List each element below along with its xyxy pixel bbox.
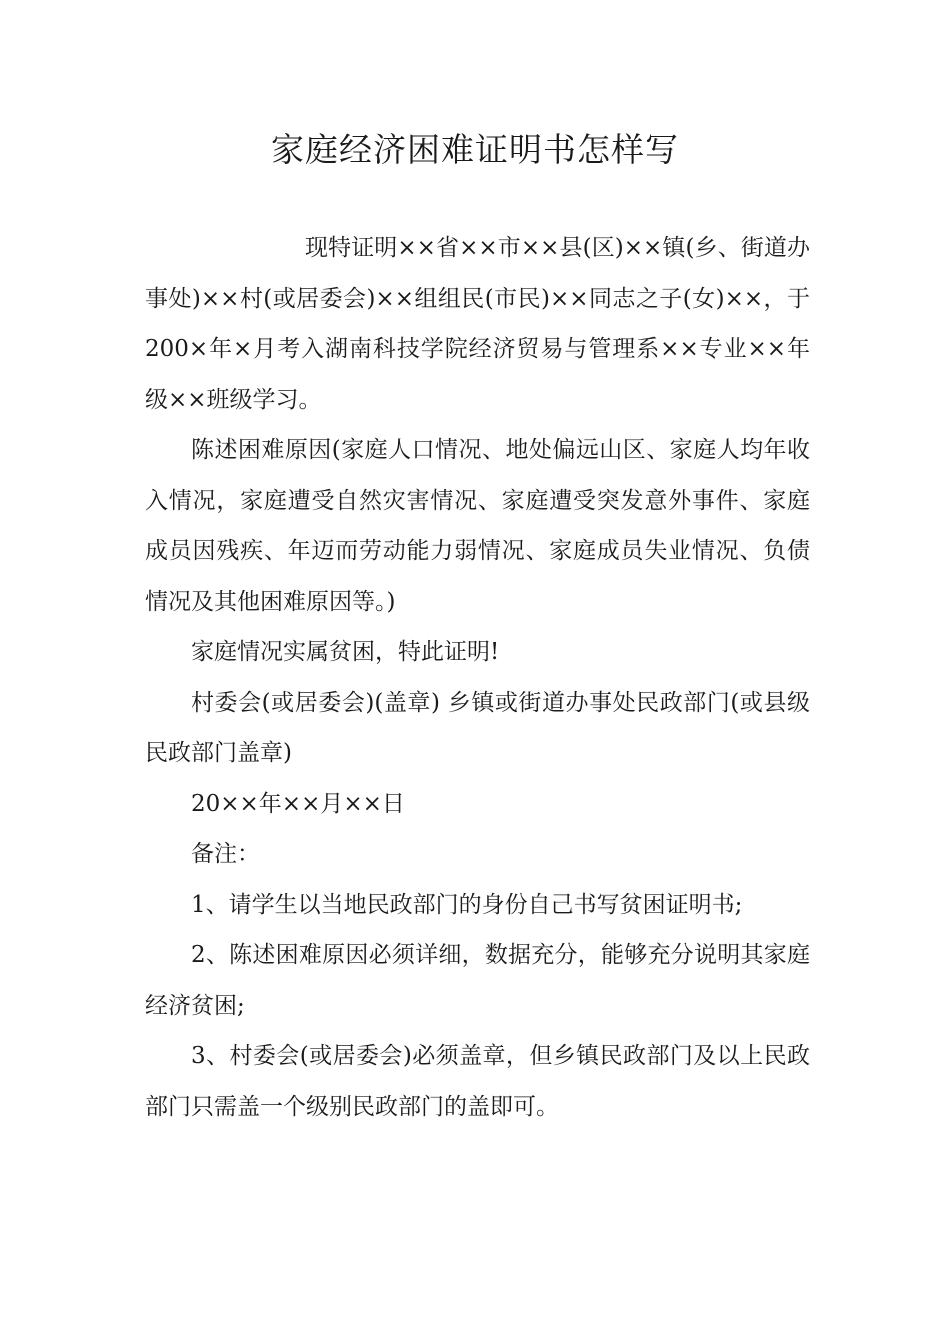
certification-paragraph: 现特证明××省××市××县(区)××镇(乡、街道办事处)××村(或居委会)××组组民(市民)××同志之子(女)××，于200×年×月考入湖南科技学院经济贸易与管理系××专业××年级××班级学习。: [145, 235, 810, 413]
notes-heading: 备注：: [191, 841, 260, 867]
note-item-2: 2、陈述困难原因必须详细，数据充分，能够充分说明其家庭经济贫困;: [145, 942, 810, 1019]
date-line: 20××年××月××日: [191, 790, 405, 817]
note-item-3: 3、村委会(或居委会)必须盖章，但乡镇民政部门及以上民政部门只需盖一个级别民政部门的盖即可。: [145, 1043, 810, 1120]
document-body: [145, 223, 810, 1132]
seal-line: 村委会(或居委会)(盖章) 乡镇或街道办事处民政部门(或县级民政部门盖章): [145, 689, 810, 766]
hardship-reasons-paragraph: 陈述困难原因(家庭人口情况、地处偏远山区、家庭人均年收入情况，家庭遭受自然灾害情况、家庭遭受突发意外事件、家庭成员因残疾、年迈而劳动能力弱情况、家庭成员失业情况、负债情况及其他困难原因等。): [145, 437, 810, 615]
document-title: 家庭经济困难证明书怎样写: [271, 130, 679, 169]
note-item-1: 1、请学生以当地民政部门的身份自己书写贫困证明书;: [191, 891, 743, 918]
poverty-statement: 家庭情况实属贫困，特此证明!: [191, 639, 500, 665]
